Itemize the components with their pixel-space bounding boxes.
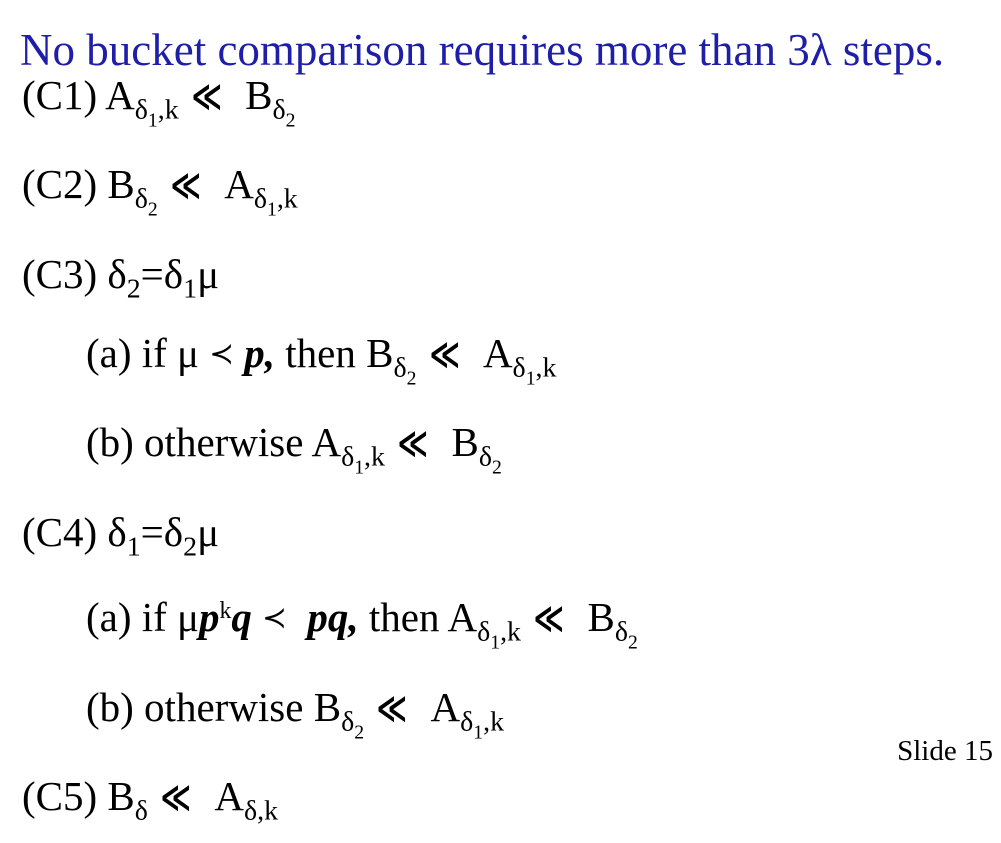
subscript-text: ,k [483, 706, 505, 738]
much-less-symbol: ≪ [429, 332, 460, 377]
nested-subscript-text: 1 [490, 631, 501, 654]
formula-text [364, 684, 374, 730]
nested-subscript-text: 1 [473, 720, 484, 743]
subscript-text: 2 [126, 273, 141, 305]
formula-text: μ [197, 508, 220, 555]
formula-text: B [224, 72, 273, 118]
formula-text [521, 594, 531, 640]
subscript-text: δ [134, 94, 148, 126]
formula-text: A [410, 683, 461, 730]
nested-subscript-text: 2 [406, 367, 417, 390]
formula-line [22, 579, 995, 674]
formula-text [148, 773, 158, 819]
bold-italic-variable: p [199, 594, 220, 641]
subscript-text: δ [478, 441, 492, 473]
much-less-symbol: ≪ [533, 596, 565, 641]
subscript-text: δ [393, 352, 407, 384]
precedes-symbol: ≺ [262, 600, 287, 635]
formula-line [22, 764, 995, 843]
superscript-text: k [219, 598, 232, 625]
nested-subscript-text: 1 [354, 456, 365, 479]
subscript-text: ,k [535, 352, 557, 384]
bold-italic-variable: pq, [307, 594, 359, 641]
formula-text: (C5) B [22, 772, 135, 819]
formula-text [158, 161, 168, 207]
subscript-text: ,k [276, 183, 298, 215]
much-less-symbol: ≪ [376, 685, 408, 730]
subscript-text: ,k [500, 616, 521, 648]
formula-text: A [203, 161, 254, 208]
subscript-text: ,k [364, 441, 385, 473]
formula-text [234, 330, 244, 376]
subscript-text: δ [134, 183, 148, 215]
subscript-text: δ [134, 795, 148, 827]
bold-italic-variable: p, [244, 330, 276, 377]
conclusion-text: No bucket comparison requires more than 3λ steps. [20, 25, 945, 75]
formula-text: A [193, 772, 244, 819]
formula-text [416, 330, 426, 376]
nested-subscript-text: 1 [147, 109, 158, 132]
subscript-text: δ [341, 706, 355, 738]
subscript-text: δ [477, 616, 491, 648]
formula-text: B [566, 594, 615, 641]
formula-line [22, 152, 995, 241]
formula-text: B [430, 419, 479, 466]
formula-line [22, 242, 995, 321]
nested-subscript-text: 2 [354, 720, 365, 743]
formula-text: then A [358, 594, 478, 641]
subscript-text: δ [253, 183, 267, 215]
formula-text: (C1) A [22, 72, 135, 118]
precedes-symbol: ≺ [209, 336, 235, 371]
formula-text: (C2) B [22, 161, 135, 208]
formula-line [22, 410, 995, 499]
formula-line [22, 675, 995, 764]
formula-text: μ [197, 250, 220, 297]
subscript-text: ,k [157, 94, 179, 126]
formula-text [179, 72, 189, 118]
formula-text: (C3) δ [22, 250, 127, 297]
formula-lines [22, 63, 995, 843]
subscript-text: 1 [183, 273, 198, 305]
nested-subscript-text: 2 [627, 631, 638, 654]
formula-text: A [462, 330, 513, 377]
subscript-text: δ,k [244, 795, 279, 827]
subscript-text: 2 [183, 531, 198, 563]
formula-text [385, 419, 395, 465]
formula-text: =δ [140, 250, 184, 297]
formula-text [252, 594, 262, 640]
nested-subscript-text: 2 [147, 198, 158, 221]
formula-text: =δ [140, 508, 184, 555]
formula-line [22, 321, 995, 410]
subscript-text: δ [272, 94, 286, 126]
subscript-text: δ [460, 706, 474, 738]
much-less-symbol: ≪ [191, 74, 223, 118]
subscript-text: δ [512, 352, 526, 384]
subscript-text: δ [614, 616, 628, 648]
formula-text: then B [275, 330, 394, 377]
formula-text: (a) if μ [86, 594, 200, 641]
formula-text [287, 594, 308, 640]
formula-text: (a) if μ [86, 330, 210, 377]
formula-line [22, 63, 995, 152]
much-less-symbol: ≪ [160, 774, 192, 819]
subscript-text: 1 [126, 531, 141, 563]
nested-subscript-text: 2 [285, 109, 296, 132]
nested-subscript-text: 1 [266, 198, 277, 221]
bold-italic-variable: q [231, 594, 252, 641]
nested-subscript-text: 1 [525, 367, 536, 390]
subscript-text: δ [341, 441, 355, 473]
nested-subscript-text: 2 [491, 456, 502, 479]
formula-text: (C4) δ [22, 508, 127, 555]
formula-text: (b) otherwise A [86, 419, 342, 466]
formula-line [22, 500, 995, 579]
slide-number: Slide 15 [897, 735, 993, 767]
formula-text: (b) otherwise B [86, 683, 342, 730]
much-less-symbol: ≪ [170, 163, 202, 208]
much-less-symbol: ≪ [397, 421, 429, 466]
